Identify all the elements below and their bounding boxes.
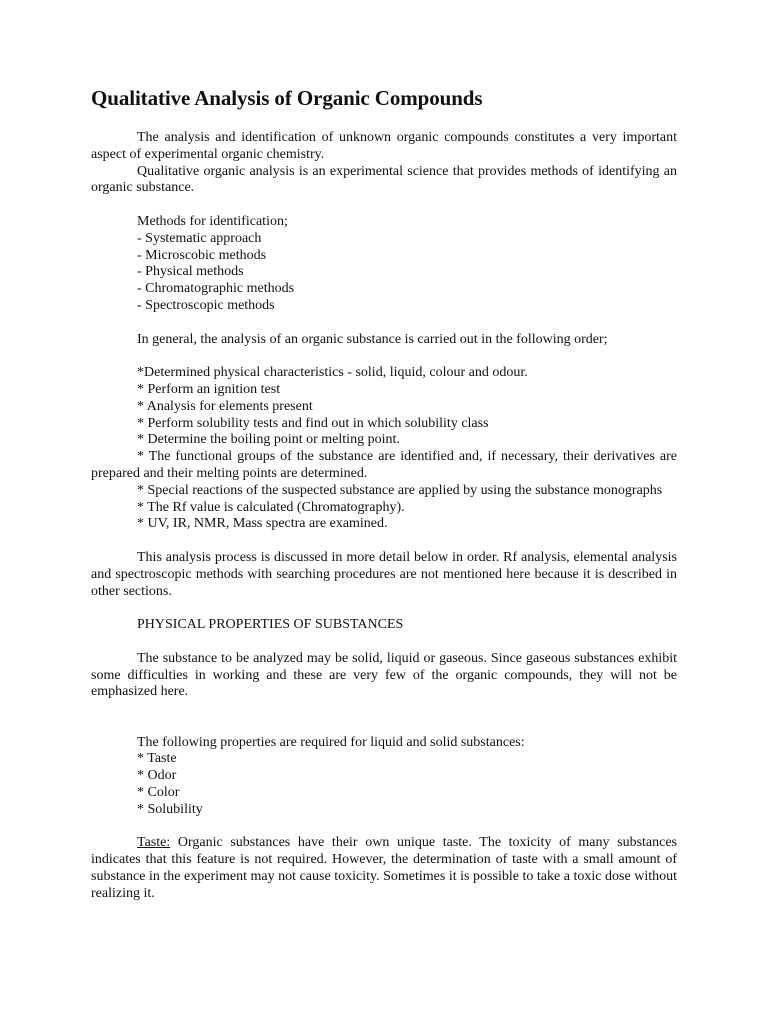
order-item: * The Rf value is calculated (Chromatography). — [137, 499, 405, 515]
spacer — [91, 315, 677, 332]
spacer — [91, 197, 677, 214]
process-note: This analysis process is discussed in more detail below in order. Rf analysis, elemental analysis and spectroscopic methods with searching procedures are not mentioned here because it is described in other sections. — [91, 549, 677, 599]
list-item: * Color — [137, 785, 180, 801]
methods-list — [91, 214, 677, 315]
list-item: - Microscobic methods — [137, 247, 267, 263]
intro-paragraph-1: The analysis and identification of unknown organic compounds constitutes a very important aspect of experimental organic chemistry. — [91, 130, 677, 162]
order-item: * UV, IR, NMR, Mass spectra are examined. — [137, 516, 388, 532]
taste-paragraph — [91, 835, 677, 902]
spacer — [91, 600, 677, 617]
order-item: * Determine the boiling point or melting point. — [137, 432, 400, 448]
document-title: Qualitative Analysis of Organic Compounds — [91, 86, 483, 110]
taste-label: Taste: — [137, 835, 171, 851]
order-intro: In general, the analysis of an organic substance is carried out in the following order; — [137, 331, 608, 347]
list-item: - Spectroscopic methods — [137, 297, 275, 313]
order-item: * The functional groups of the substance are identified and, if necessary, their derivatives are prepared and their melting points are determined. — [91, 449, 677, 481]
spacer — [91, 348, 677, 365]
list-item: * Taste — [137, 751, 177, 767]
spacer — [91, 701, 677, 735]
list-item: * Odor — [137, 768, 177, 784]
order-item: * Perform solubility tests and find out in which solubility class — [137, 415, 489, 431]
properties-intro: The following properties are required for liquid and solid substances: — [137, 734, 525, 750]
order-item: * Analysis for elements present — [137, 398, 313, 414]
physical-paragraph: The substance to be analyzed may be solid, liquid or gaseous. Since gaseous substances exhibit some difficulties in working and these are very few of the organic compounds, they will not be emphasized here. — [91, 650, 677, 700]
spacer — [91, 819, 677, 836]
list-item: - Physical methods — [137, 264, 244, 280]
spacer — [91, 533, 677, 550]
spacer — [91, 634, 677, 651]
order-item: *Determined physical characteristics - solid, liquid, colour and odour. — [137, 365, 528, 381]
methods-heading: Methods for identification; — [137, 213, 288, 229]
intro-paragraph-2: Qualitative organic analysis is an experimental science that provides methods of identifying an organic substance. — [91, 163, 677, 196]
list-item: - Systematic approach — [137, 230, 262, 246]
physical-heading: PHYSICAL PROPERTIES OF SUBSTANCES — [137, 617, 404, 633]
list-item: * Solubility — [137, 801, 203, 817]
document-page — [91, 84, 677, 903]
order-item: * Special reactions of the suspected substance are applied by using the substance monographs — [137, 482, 663, 498]
taste-text: Organic substances have their own unique taste. The toxicity of many substances indicates that this feature is not required. However, the determination of taste with a small amount of substance in the experiment may not cause toxicity. Sometimes it is possible to take a toxic dose without realizing it. — [91, 835, 677, 901]
order-item: * Perform an ignition test — [137, 381, 281, 397]
list-item: - Chromatographic methods — [137, 281, 295, 297]
properties-list — [91, 735, 677, 819]
